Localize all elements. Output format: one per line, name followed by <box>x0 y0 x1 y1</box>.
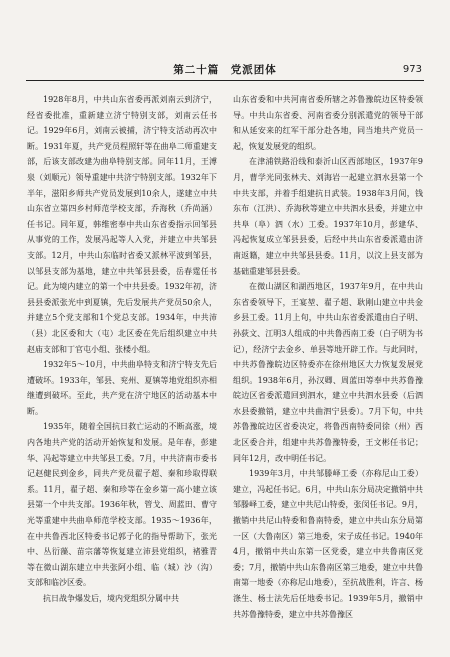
paragraph: 在微山湖区和湖西地区，1937年9月，在中共山东省委领导下，王宴堃、翟子超、耿刚山建立中共金乡县工委。11月上旬，中共山东省委派遣由白子明、孙荻文、江明3人组成的中共鲁西南工委（白子明为书记），经济宁去金乡、单县等地开辟工作。与此同时，中共苏鲁豫皖边区特委亦在徐州地区大力恢复发展党组织。1938年6月，孙汉卿、周蓝田等奉中共苏鲁豫皖边区省委派遣回到泗水，建立中共泗水县委（后泗水县委撤销，建立中共曲泗宁县委）。7月下旬，中共苏鲁豫皖边区省委决定，将鲁西南特委同徐（州）西北区委合并，组建中共苏鲁豫特委，王文彬任书记；同年12月，改中明任书记。 <box>233 282 423 463</box>
paragraph: 1928年8月，中共山东省委再派刘南云到济宁，经省委批准，重新建立济宁特别支部，刘南云任书记。1929年6月，刘南云被捕，济宁特支活动再次中断。1931年夏，共产党员程照轩等在曲阜二师重建支部，后该支部改建为曲阜特别支部。同年11月，王溥泉（刘顺元）领导重建中共济宁特别支部。1932年下半年，滋阳乡师共产党员发展到10余人，遂建立中共山东省立第四乡村师范学校支部，乔海秋（乔尚涵）任书记。同年夏，韩维密奉中共山东省委指示回邹县从事党的工作，发展冯起等人入党，并建立中共邹县支部。12月，中共山东临时省委又派林平波到邹县，以邹县支部为基地，建立中共邹县县委，岳春霆任书记。此为境内建立的第一个中共县委。1932年初，济县县委派张光中到夏镇，先后发展共产党员50余人，并建立5个党支部和1个党总支部。1934年，中共沛（县）北区委和大（屯）北区委在先后组织建立中共赵庙支部和丁官屯小组、张楼小组。 <box>27 95 217 354</box>
left-column <box>27 92 217 607</box>
right-column <box>233 92 423 622</box>
page-header <box>26 62 424 81</box>
chapter-title: 第二十篇 党派团体 <box>173 64 277 76</box>
paragraph: 在津浦铁路沿线和泰沂山区西部地区，1937年9月，曹学光同张林夫、刘海岩一起建立泗水县第一个中共支部，并着手组建抗日武装。1938年3月间，钱东布（江洪）、乔海秋等建立中共泗水县委，并建立中共阜（阜）泗（水）工委。1937年10月，彭建华、冯起恢复成立邹县县委，后经中共山东省委派遣由济南返籍，建立中共邹县县委。11月，以汶上县支部为基础重建邹县县委。 <box>233 157 423 276</box>
paragraph: 1939年3月，中共邹滕峄工委（亦称尼山工委）建立，冯起任书记。6月，中共山东分局决定撤销中共邹滕峄工委，建立中共尼山特委，张闵任书记。9月，撤销中共尼山特委和鲁南特委，建立中共山东分局第一区（大鲁南区）第三地委，宋子成任书记。1940年4月，撤销中共山东第一区党委，建立中共鲁南区党委；7月，撤销中共山东鲁南区第三地委，建立中共鲁南第一地委（亦称尼山地委），至抗战胜利，许言、杨涤生、杨士法先后任地委书记。1939年5月，撤销中共苏鲁豫特委，建立中共苏鲁豫区 <box>233 469 423 619</box>
paragraph: 1935年，随着全国抗日救亡运动的不断高涨，境内各地共产党的活动开始恢复和发展。是年春，彭建华、冯起等建立中共邹县工委。7月，中共济南市委书记赵健民到金乡，同共产党员翟子超、秦和珍取得联系。11月，翟子超、秦和珍等在金乡第一高小建立该县第一个中共支部。1936年秋，管戈、周蓝田、曹守光等重建中共曲阜师范学校支部。1935～1936年，在中共鲁西北区特委书记郭子化的指导帮助下，张光中、丛衍藻、苗宗藩等恢复建立沛县党组织，褚雅青等在微山湖东建立中共张阿小组、临（城）沙（沟）支部和临沙区委。 <box>27 422 217 588</box>
page-number: 973 <box>402 64 422 75</box>
paragraph: 1932年5～10月，中共曲阜特支和济宁特支先后遭破坏。1933年，邹县、兖州、夏镇等地党组织亦相继遭到破坏。至此，共产党在济宁地区的活动基本中断。 <box>27 360 217 416</box>
paragraph-continued: 山东省委和中共河南省委所辖之苏鲁豫皖边区特委领导。中共山东省委、河南省委分别派遣党的领导干部和从延安来的红军干部分赴各地，同当地共产党员一起，恢复发展党的组织。 <box>233 95 423 151</box>
paragraph: 抗日战争爆发后，境内党组织分属中共 <box>43 594 179 603</box>
